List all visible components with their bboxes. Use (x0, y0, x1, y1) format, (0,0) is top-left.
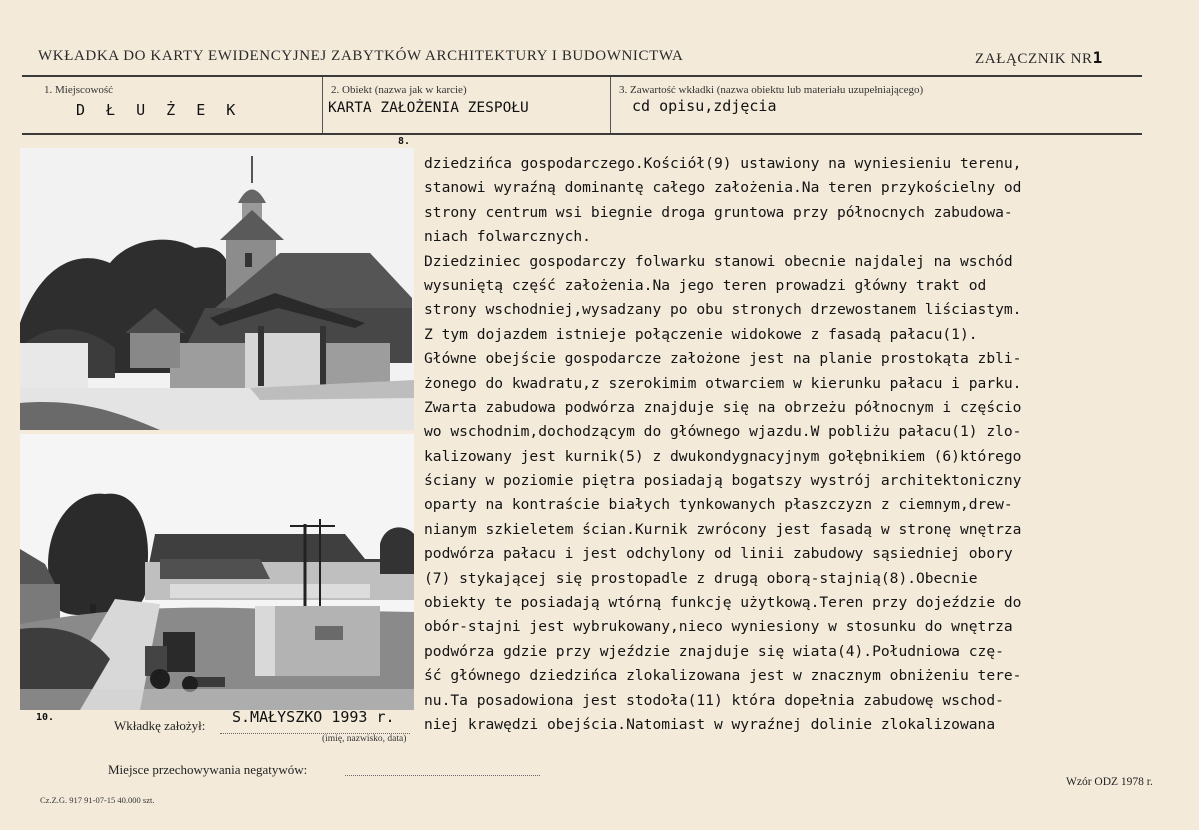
description-line: obiekty te posiadają wtórną funkcję użytkową.Teren przy dojeździe do (424, 594, 1022, 612)
description-line: żonego do kwadratu,z szerokimim otwarciem w kierunku pałacu i parku. (424, 374, 1022, 392)
description-line: nu.Ta posadowiona jest stodoła(11) która dopełnia zabudowę wschod- (424, 691, 1004, 709)
field-1-value: D Ł U Ż E K (76, 101, 242, 119)
description-line: dziedzińca gospodarczego.Kościół(9) ustawiony na wyniesieniu terenu, (424, 155, 1022, 172)
photo-number-mark: 10. (36, 712, 55, 723)
description-line: strony centrum wsi biegnie droga gruntowa przy północnych zabudowa- (424, 203, 1013, 221)
field-divider-1 (322, 77, 323, 133)
author-caption: (imię, nazwisko, data) (322, 734, 407, 744)
field-3-label: 3. Zawartość wkładki (nazwa obiektu lub materiału uzupełniającego) (619, 84, 924, 96)
pattern-label: Wzór ODZ 1978 r. (1066, 776, 1153, 788)
print-info: Cz.Z.G. 917 91-07-15 40.000 szt. (40, 795, 155, 805)
description-line: podwórza pałacu i jest odchylony od linii zabudowy sąsiedniej obory (424, 545, 1013, 563)
description-line: niej krawędzi obejścia.Natomiast w wyraźnej dolinie zlokalizowana (424, 715, 996, 733)
description-line: obór-stajni jest wybrukowany,nieco wyniesiony w stosunku do wnętrza (424, 618, 1013, 636)
negatives-dotted-line (345, 775, 540, 776)
attachment-label (975, 48, 1103, 68)
photo-farm-buildings (20, 434, 414, 710)
description-line: Dziedziniec gospodarczy folwarku stanowi obecnie najdalej na wschód (424, 252, 1013, 270)
description-line: kalizowany jest kurnik(5) z dwukondygnacyjnym gołębnikiem (6)którego (424, 447, 1022, 465)
form-title: WKŁADKA DO KARTY EWIDENCYJNEJ ZABYTKÓW ARCHITEKTURY I BUDOWNICTWA (38, 48, 684, 64)
form-top-rule (22, 75, 1142, 77)
description-line: ściany w poziomie piętra posiadają bogatszy wystrój architektoniczny (424, 472, 1022, 490)
description-line: niach folwarcznych. (424, 228, 591, 246)
description-line: oparty na kontraście białych tynkowanych płaszczyzn z ciemnym,drew- (424, 496, 1013, 514)
description-line: strony wschodniej,wysadzany po obu stronych drzewostanem liściastym. (424, 301, 1022, 319)
description-line: Główne obejście gospodarcze założone jest na planie prostokąta zbli- (424, 350, 1022, 368)
description-line: Zwarta zabudowa podwórza znajduje się na obrzeżu północnym i częścio (424, 398, 1022, 416)
field-divider-2 (610, 77, 611, 133)
author-label: Wkładkę założył: (114, 718, 206, 733)
description-line: wo wschodnim,dochodzącym do głównego wjazdu.W pobliżu pałacu(1) zlo- (424, 423, 1022, 441)
attachment-label-text: ZAŁĄCZNIK NR (975, 51, 1093, 67)
field-2-label: 2. Obiekt (nazwa jak w karcie) (331, 84, 467, 96)
description-line: Z tym dojazdem istnieje połączenie widokowe z fasadą pałacu(1). (424, 325, 978, 343)
description-line: stanowi wyraźną dominantę całego założenia.Na teren przykościelny od (424, 179, 1022, 197)
attachment-number: 1 (1092, 48, 1103, 67)
author-value: S.MAŁYSZKO 1993 r. (232, 708, 395, 726)
field-3-value: cd opisu,zdjęcia (632, 97, 777, 115)
description-line: wysuniętą część założenia.Na jego teren prowadzi główny trakt od (424, 276, 987, 294)
photo-church (20, 148, 414, 430)
field-2-value: KARTA ZAŁOŻENIA ZESPOŁU (328, 100, 529, 116)
negatives-label: Miejsce przechowywania negatywów: (108, 762, 308, 777)
description-line: nianym szkieletem ścian.Kurnik zwrócony jest fasadą w stronę wnętrza (424, 520, 1022, 538)
field-1-label: 1. Miejscowość (44, 84, 114, 96)
description-text (424, 152, 1194, 737)
description-line: (7) stykającej się prostopadle z drugą oborą-stajnią(8).Obecnie (424, 569, 978, 587)
description-line: podwórza gdzie przy wjeździe znajduje się wiata(4).Południowa czę- (424, 642, 1004, 660)
description-line: ść głównego dziedzińca zlokalizowana jest w znacznym obniżeniu tere- (424, 667, 1022, 685)
form-bottom-rule (22, 133, 1142, 135)
page-number-mark: 8. (398, 136, 411, 147)
